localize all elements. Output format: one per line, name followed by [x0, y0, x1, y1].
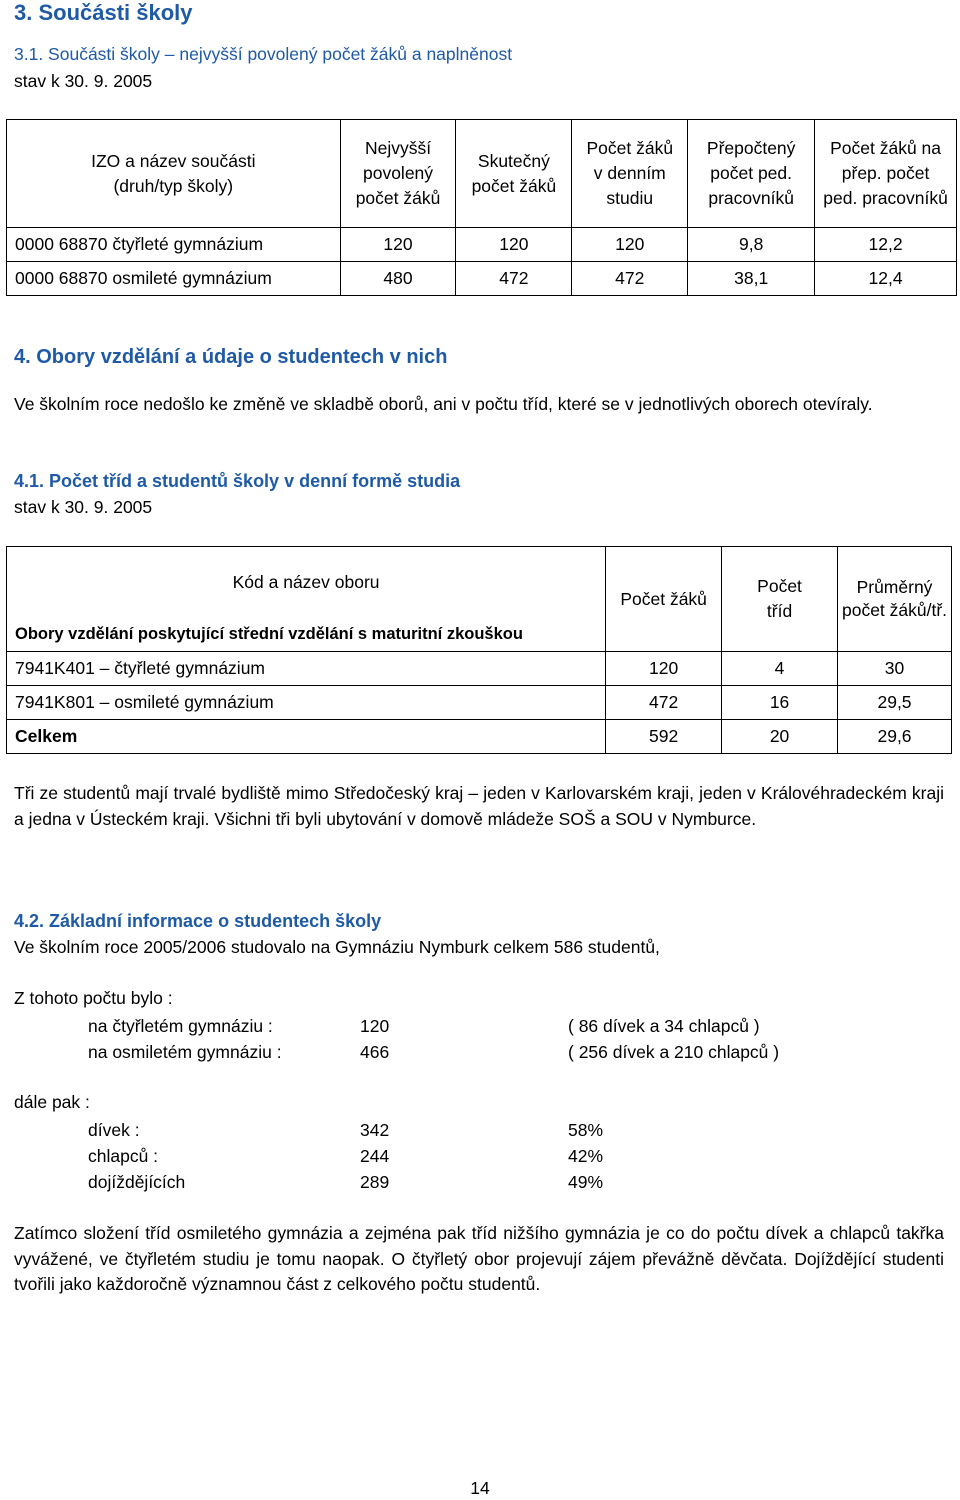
- section-4-2-summary: Ve školním roce 2005/2006 studovalo na Gymnáziu Nymburk celkem 586 studentů,: [14, 937, 660, 957]
- cell-max: 480: [340, 262, 456, 296]
- cell-ratio: 12,2: [815, 228, 957, 262]
- section-3-1-title: 3.1. Součásti školy – nejvyšší povolený počet žáků a naplněnost: [14, 44, 513, 64]
- cell-teachers: 38,1: [688, 262, 815, 296]
- header-field: Kód a název oboru: [7, 547, 606, 619]
- item-value: 466: [360, 1042, 390, 1062]
- item-percent: 42%: [568, 1146, 604, 1166]
- item-label: dojíždějících: [88, 1172, 186, 1192]
- breakdown-label: Z tohoto počtu bylo :: [14, 988, 173, 1008]
- item-label: na osmiletém gymnáziu :: [88, 1042, 282, 1062]
- cell-average: 30: [838, 652, 952, 686]
- cell-name: 0000 68870 osmileté gymnázium: [7, 262, 341, 296]
- cell-name: 0000 68870 čtyřleté gymnázium: [7, 228, 341, 262]
- section-4-2-title: 4.2. Základní informace o studentech školy: [14, 911, 382, 931]
- table-row: [7, 228, 957, 262]
- cell-total-students: 592: [606, 720, 722, 754]
- item-percent: 58%: [568, 1120, 604, 1140]
- cell-total-average: 29,6: [838, 720, 952, 754]
- study-fields-table: [6, 546, 952, 754]
- list-item: [0, 1169, 960, 1195]
- list-item: [0, 1117, 960, 1143]
- table-row: [7, 652, 952, 686]
- section-4-title: 4. Obory vzdělání a údaje o studentech v nich: [14, 346, 448, 368]
- cell-daily: 120: [572, 228, 688, 262]
- list-item: [0, 1013, 960, 1039]
- cell-students: 472: [606, 686, 722, 720]
- header-average: Průměrný počet žáků/tř.: [838, 547, 952, 652]
- list-item: [0, 1143, 960, 1169]
- item-label: chlapců :: [88, 1146, 159, 1166]
- section-4-1-title: 4.1. Počet tříd a studentů školy v denní formě studia: [14, 471, 461, 491]
- item-value: 120: [360, 1016, 390, 1036]
- section-3-1-date: stav k 30. 9. 2005: [14, 71, 153, 91]
- cell-field: 7941K401 – čtyřleté gymnázium: [7, 652, 606, 686]
- item-value: 342: [360, 1120, 390, 1140]
- item-percent: 49%: [568, 1172, 604, 1192]
- table-header-row: [7, 120, 957, 228]
- item-label: na čtyřletém gymnáziu :: [88, 1016, 273, 1036]
- item-detail: ( 256 dívek a 210 chlapců ): [568, 1042, 780, 1062]
- table-row: [7, 686, 952, 720]
- header-classes: Počet tříd: [722, 547, 838, 652]
- cell-total-label: Celkem: [7, 720, 606, 754]
- out-of-region-note: Tři ze studentů mají trvalé bydliště mimo Středočeský kraj – jeden v Karlovarském kraji, jeden v Královéhradeckém kraji a jedna v Ústeckém kraji. Všichni tři byli ubytování v domově mládeže SOŠ a SOU v Nymburce.: [14, 783, 944, 829]
- header-actual-students: Skutečný počet žáků: [456, 120, 572, 228]
- header-students: Počet žáků: [606, 547, 722, 652]
- item-value: 244: [360, 1146, 390, 1166]
- header-max-students: Nejvyšší povolený počet žáků: [340, 120, 456, 228]
- cell-max: 120: [340, 228, 456, 262]
- item-detail: ( 86 dívek a 34 chlapců ): [568, 1016, 760, 1036]
- cell-actual: 472: [456, 262, 572, 296]
- header-izo: IZO a název součásti (druh/typ školy): [7, 120, 341, 228]
- cell-average: 29,5: [838, 686, 952, 720]
- page-number: 14: [470, 1478, 490, 1498]
- cell-actual: 120: [456, 228, 572, 262]
- item-value: 289: [360, 1172, 390, 1192]
- school-parts-table: [6, 119, 957, 296]
- item-label: dívek :: [88, 1120, 140, 1140]
- cell-students: 120: [606, 652, 722, 686]
- cell-teachers: 9,8: [688, 228, 815, 262]
- cell-field: 7941K801 – osmileté gymnázium: [7, 686, 606, 720]
- cell-daily: 472: [572, 262, 688, 296]
- section-4-1-date: stav k 30. 9. 2005: [14, 497, 153, 517]
- header-daily-students: Počet žáků v denním studiu: [572, 120, 688, 228]
- total-row: [7, 720, 952, 754]
- cell-total-classes: 20: [722, 720, 838, 754]
- cell-ratio: 12,4: [815, 262, 957, 296]
- table-row: [7, 262, 957, 296]
- closing-paragraph: Zatímco složení tříd osmiletého gymnázia a zejména pak tříd nižšího gymnázia je co do počtu dívek a chlapců takřka vyvážené, ve čtyřletém studiu je tomu naopak. O čtyřletý obor projevují zájem převážně děvčata. Dojíždějící studenti tvořili jako každoročně významnou část z celkového počtu studentů.: [14, 1223, 944, 1294]
- group-label: Obory vzdělání poskytující střední vzdělání s maturitní zkouškou: [7, 619, 606, 652]
- table-header-row: [7, 547, 952, 619]
- cell-classes: 16: [722, 686, 838, 720]
- section-4-intro: Ve školním roce nedošlo ke změně ve skladbě oborů, ani v počtu tříd, které se v jednotlivých oborech otevíraly.: [14, 394, 873, 414]
- header-teachers: Přepočtený počet ped. pracovníků: [688, 120, 815, 228]
- list-item: [0, 1039, 960, 1065]
- section-3-title: 3. Součásti školy: [14, 0, 193, 25]
- header-ratio: Počet žáků na přep. počet ped. pracovníků: [815, 120, 957, 228]
- further-label: dále pak :: [14, 1092, 90, 1112]
- cell-classes: 4: [722, 652, 838, 686]
